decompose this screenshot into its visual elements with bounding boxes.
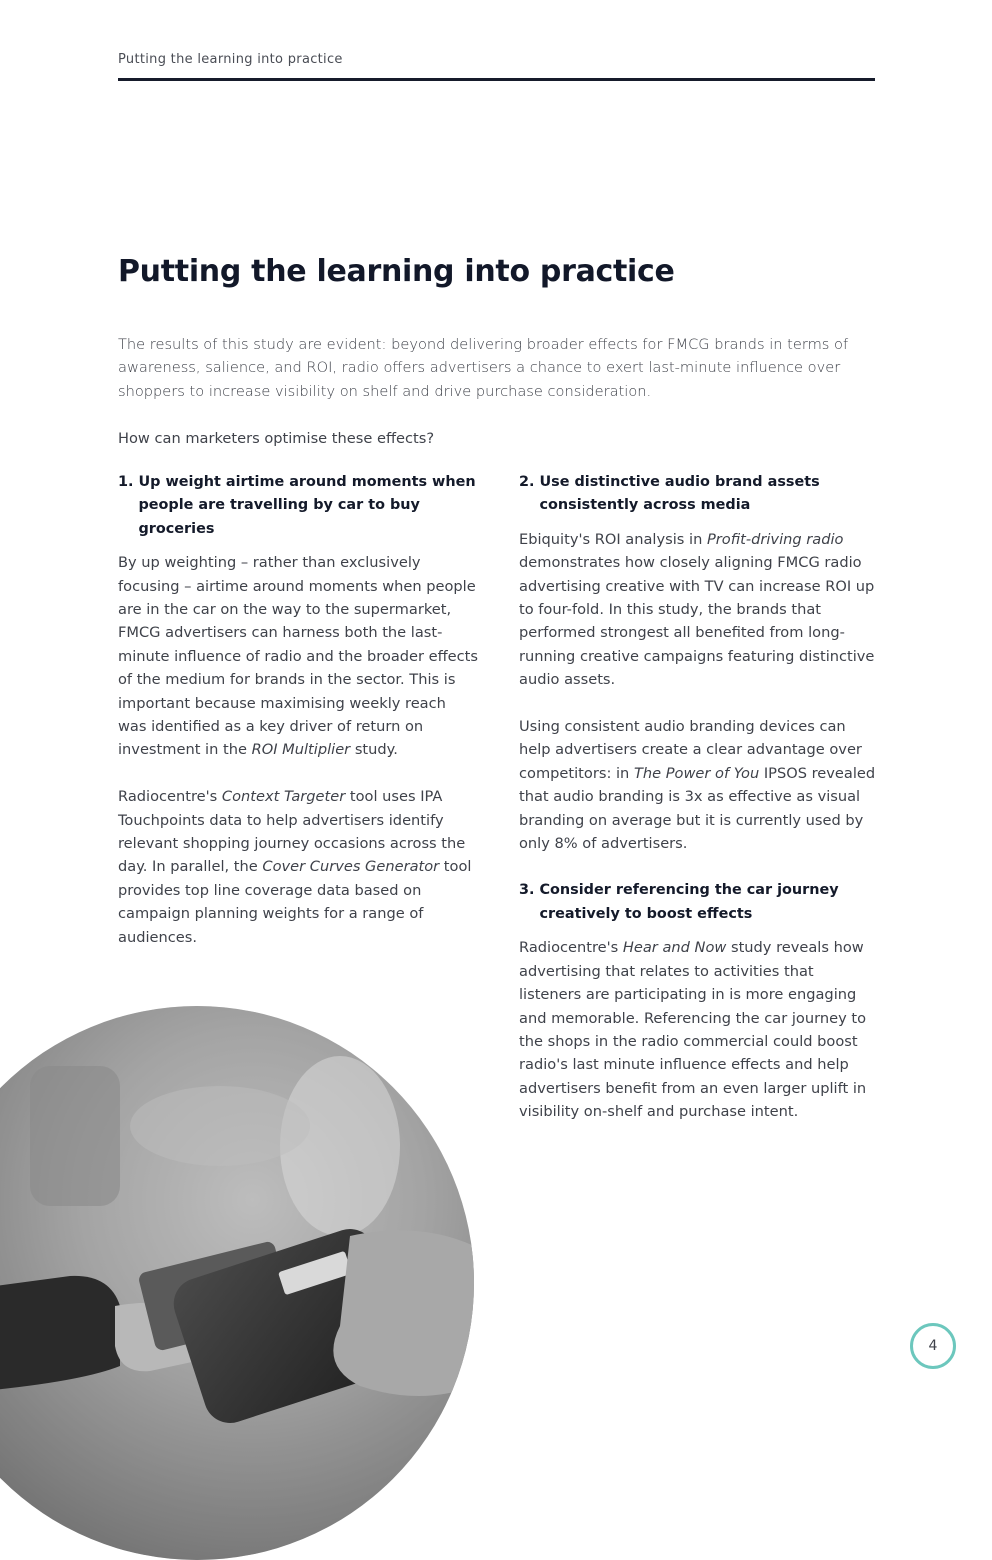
section-3-heading <box>519 879 879 926</box>
section-2-heading-text: Use distinctive audio brand assets consistently across media <box>539 474 820 514</box>
card-payment-photo <box>0 1006 474 1560</box>
intro-paragraph: The results of this study are evident: beyond delivering broader effects for FMCG brands in terms of awareness, salience, and ROI, radio offers advertisers a chance to exert last-minute influence over shoppers to increase visibility on shelf and drive purchase consideration. <box>118 336 849 400</box>
section-2-paragraph-1: Ebiquity's ROI analysis in Profit-driving radio demonstrates how closely aligning FMCG radio advertising creative with TV can increase ROI up to four-fold. In this study, the brands that performed strongest all benefited from long-running creative campaigns featuring distinctive audio assets. <box>519 530 875 689</box>
page-number: 4 <box>910 1323 956 1369</box>
section-1-paragraph-1: By up weighting – rather than exclusively focusing – airtime around moments when people are in the car on the way to the supermarket, FMCG advertisers can harness both the last-minute influence of radio and the broader effects of the medium for brands in the sector. This is important because maximising weekly reach was identified as a key driver of return on investment in the ROI Multiplier study. <box>118 554 478 759</box>
right-column <box>519 471 879 1124</box>
section-1-number: 1. <box>118 474 134 490</box>
section-1-paragraph-2: Radiocentre's Context Targeter tool uses IPA Touchpoints data to help advertisers identify relevant shopping journey occasions across the day. In parallel, the Cover Curves Generator tool provides top line coverage data based on campaign planning weights for a range of audiences. <box>118 788 472 946</box>
section-1-heading-text: Up weight airtime around moments when people are travelling by car to buy groceries <box>138 474 476 537</box>
header-rule <box>118 78 875 81</box>
section-3-heading-text: Consider referencing the car journey creatively to boost effects <box>539 882 839 922</box>
section-2-number: 2. <box>519 474 535 490</box>
section-1-heading <box>118 471 478 541</box>
section-2-heading <box>519 471 879 518</box>
section-3-paragraph-1: Radiocentre's Hear and Now study reveals how advertising that relates to activities that listeners are participating in is more engaging and memorable. Referencing the car journey to the shops in the radio commercial could boost radio's last minute influence effects and help advertisers benefit from an even larger uplift in visibility on-shelf and purchase intent. <box>519 939 867 1121</box>
left-column <box>118 471 478 949</box>
section-2-paragraph-2: Using consistent audio branding devices can help advertisers create a clear advantage over competitors: in The Power of You IPSOS revealed that audio branding is 3x as effective as visual branding on average but it is currently used by only 8% of advertisers. <box>519 718 876 853</box>
section-3-number: 3. <box>519 882 535 899</box>
card-payment-illustration <box>0 1006 474 1560</box>
page-title: Putting the learning into practice <box>118 254 675 289</box>
running-header: Putting the learning into practice <box>118 52 343 67</box>
question-paragraph: How can marketers optimise these effects? <box>118 430 435 447</box>
